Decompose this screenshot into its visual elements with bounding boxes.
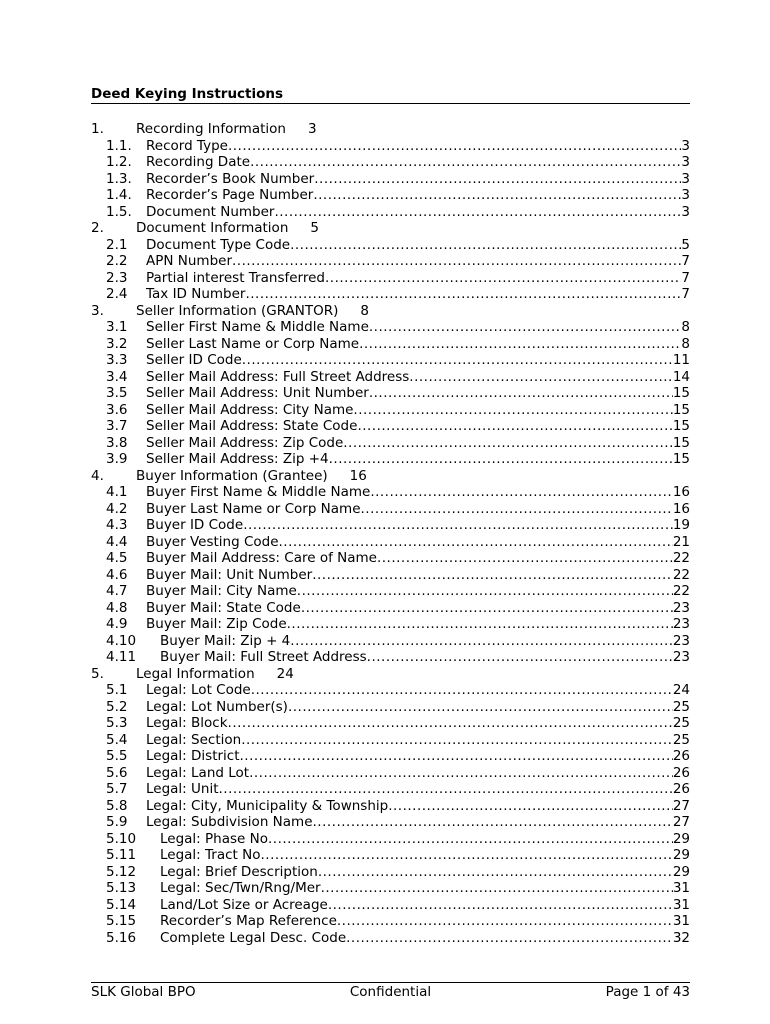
toc-entry-label: Seller ID Code <box>146 352 242 368</box>
toc-entry[interactable] <box>91 369 690 386</box>
toc-entry[interactable] <box>91 649 690 666</box>
toc-dot-leader <box>268 831 673 848</box>
toc-entry-number: 4.9 <box>106 616 128 632</box>
toc-entry-label: Buyer First Name & Middle Name <box>146 484 371 500</box>
toc-entry-number: 4.2 <box>106 500 128 517</box>
toc-entry-page: 23 <box>672 632 690 649</box>
toc-dot-leader <box>343 435 673 452</box>
toc-entry[interactable] <box>91 451 690 468</box>
toc-entry-page: 15 <box>672 434 690 451</box>
toc-entry-page: 3 <box>681 137 690 154</box>
toc-dot-leader <box>337 913 673 930</box>
toc-entry-number: 5.12 <box>106 863 137 880</box>
toc-dot-leader <box>367 649 673 666</box>
toc-dot-leader <box>318 864 673 881</box>
toc-dot-leader <box>321 880 673 897</box>
toc-entry-label: Tax ID Number <box>146 286 246 302</box>
toc-entry-page: 15 <box>672 418 690 434</box>
toc-entry-page: 29 <box>672 863 690 880</box>
toc-dot-leader <box>357 418 672 435</box>
toc-entry-number: 5.7 <box>106 781 128 797</box>
toc-section-number: 5. <box>91 665 104 682</box>
toc-entry-number: 4.11 <box>106 649 137 665</box>
toc-dot-leader <box>274 204 681 221</box>
toc-dot-leader <box>377 550 673 567</box>
toc-entry-page: 22 <box>672 566 690 583</box>
toc-section-label: Document Information <box>136 220 289 236</box>
toc-entry-number: 1.4. <box>106 187 132 203</box>
toc-entry-label: Buyer Vesting Code <box>146 533 279 550</box>
toc-dot-leader <box>251 682 673 699</box>
toc-entry[interactable] <box>91 550 690 567</box>
toc-entry-number: 4.3 <box>106 517 128 533</box>
toc-dot-leader <box>329 451 673 468</box>
toc-dot-leader <box>243 517 673 534</box>
toc-entry-page: 14 <box>672 368 690 385</box>
toc-entry-number: 1.2. <box>106 154 132 170</box>
toc-entry[interactable] <box>91 732 690 749</box>
toc-dot-leader <box>313 187 681 204</box>
toc-entry[interactable] <box>91 633 690 650</box>
toc-entry-page: 7 <box>681 286 690 302</box>
toc-entry-page: 32 <box>672 929 690 946</box>
footer-divider <box>91 982 690 983</box>
toc-entry-label: Seller First Name & Middle Name <box>146 319 369 335</box>
toc-entry[interactable] <box>91 237 690 254</box>
toc-entry[interactable] <box>91 765 690 782</box>
toc-entry-page: 25 <box>672 731 690 748</box>
toc-dot-leader <box>314 171 681 188</box>
toc-entry-number: 2.1 <box>106 236 128 253</box>
toc-entry-label: Buyer Mail: Full Street Address <box>160 649 367 665</box>
toc-entry[interactable] <box>91 204 690 221</box>
toc-entry[interactable] <box>91 814 690 831</box>
toc-section[interactable] <box>91 303 690 320</box>
toc-section-label: Seller Information (GRANTOR) <box>136 302 339 319</box>
toc-entry-number: 3.6 <box>106 401 128 418</box>
toc-dot-leader <box>242 352 673 369</box>
toc-dot-leader <box>249 765 673 782</box>
toc-entry[interactable] <box>91 385 690 402</box>
toc-entry-number: 3.2 <box>106 335 128 352</box>
toc-entry-page: 7 <box>681 253 690 269</box>
toc-entry-number: 1.3. <box>106 170 132 187</box>
title-divider <box>91 103 690 104</box>
toc-entry-number: 3.3 <box>106 352 128 368</box>
toc-entry-number: 3.5 <box>106 385 128 401</box>
toc-dot-leader <box>290 237 681 254</box>
toc-entry-label: Legal: Brief Description <box>160 863 318 880</box>
toc-entry-number: 5.8 <box>106 797 128 814</box>
toc-entry-number: 4.10 <box>106 632 137 649</box>
toc-entry-label: Buyer Mail: City Name <box>146 583 297 599</box>
toc-entry-page: 8 <box>681 335 690 352</box>
toc-entry[interactable] <box>91 567 690 584</box>
toc-entry-number: 5.4 <box>106 731 128 748</box>
toc-dot-leader <box>279 534 673 551</box>
toc-section[interactable] <box>91 121 690 138</box>
toc-entry-page: 5 <box>681 236 690 253</box>
toc-dot-leader <box>287 616 673 633</box>
toc-dot-leader <box>369 319 682 336</box>
toc-dot-leader <box>228 715 673 732</box>
toc-entry-label: Recorder’s Map Reference <box>160 913 337 929</box>
toc-section-label: Legal Information <box>136 665 255 682</box>
toc-entry-page: 16 <box>672 484 690 500</box>
toc-entry[interactable] <box>91 286 690 303</box>
toc-entry-page: 15 <box>672 385 690 401</box>
toc-entry[interactable] <box>91 154 690 171</box>
toc-entry[interactable] <box>91 517 690 534</box>
toc-section[interactable] <box>91 666 690 683</box>
toc-entry-label: Legal: Lot Number(s) <box>146 698 288 715</box>
toc-entry[interactable] <box>91 831 690 848</box>
toc-entry-number: 5.3 <box>106 715 128 731</box>
toc-section-page: 3 <box>307 121 317 137</box>
toc-entry-label: Recorder’s Page Number <box>146 187 314 203</box>
toc-section-label: Recording Information <box>136 121 286 137</box>
toc-entry-page: 26 <box>672 781 690 797</box>
toc-entry-label: Document Number <box>146 203 275 220</box>
toc-entry[interactable] <box>91 699 690 716</box>
toc-entry-page: 22 <box>672 550 690 566</box>
toc-entry-page: 15 <box>672 451 690 467</box>
toc-entry-page: 26 <box>672 764 690 781</box>
toc-entry-label: Buyer Mail: Unit Number <box>146 566 313 583</box>
toc-entry[interactable] <box>91 402 690 419</box>
toc-dot-leader <box>361 501 673 518</box>
toc-entry-number: 4.4 <box>106 533 128 550</box>
toc-entry[interactable] <box>91 435 690 452</box>
toc-section-number: 4. <box>91 467 104 484</box>
toc-entry-number: 4.8 <box>106 599 128 616</box>
toc-dot-leader <box>369 385 673 402</box>
toc-entry-label: Buyer Mail: State Code <box>146 599 301 616</box>
toc-entry-label: Buyer Mail Address: Care of Name <box>146 550 377 566</box>
toc-entry-number: 5.2 <box>106 698 128 715</box>
toc-entry-number: 5.6 <box>106 764 128 781</box>
toc-dot-leader <box>260 847 672 864</box>
toc-entry-page: 31 <box>672 896 690 913</box>
toc-entry-label: Seller Mail Address: State Code <box>146 418 358 434</box>
toc-entry-page: 31 <box>672 880 690 896</box>
toc-dot-leader <box>240 748 673 765</box>
toc-entry[interactable] <box>91 880 690 897</box>
toc-entry-number: 3.4 <box>106 368 128 385</box>
toc-dot-leader <box>241 732 673 749</box>
toc-entry-label: Document Type Code <box>146 236 291 253</box>
toc-entry[interactable] <box>91 930 690 947</box>
toc-entry[interactable] <box>91 897 690 914</box>
toc-entry-number: 4.5 <box>106 550 128 566</box>
toc-entry-number: 5.15 <box>106 913 137 929</box>
toc-entry-page: 27 <box>672 797 690 814</box>
toc-entry[interactable] <box>91 484 690 501</box>
toc-entry-label: Seller Mail Address: City Name <box>146 401 354 418</box>
toc-entry-number: 4.1 <box>106 484 128 500</box>
toc-entry-page: 25 <box>672 698 690 715</box>
toc-section[interactable] <box>91 220 690 237</box>
toc-entry[interactable] <box>91 187 690 204</box>
toc-entry-page: 23 <box>672 616 690 632</box>
toc-dot-leader <box>353 402 672 419</box>
toc-dot-leader <box>228 138 681 155</box>
toc-entry-page: 3 <box>681 203 690 220</box>
toc-entry[interactable] <box>91 534 690 551</box>
toc-entry-label: Legal: Land Lot <box>146 764 250 781</box>
toc-entry-label: Legal: Block <box>146 715 228 731</box>
toc-entry-number: 1.1. <box>106 137 132 154</box>
toc-entry-label: Seller Last Name or Corp Name <box>146 335 360 352</box>
toc-entry-label: Seller Mail Address: Full Street Address <box>146 368 410 385</box>
toc-dot-leader <box>297 583 673 600</box>
toc-section-number: 3. <box>91 302 104 319</box>
toc-entry-label: Legal: City, Municipality & Township <box>146 797 389 814</box>
toc-dot-leader <box>245 286 681 303</box>
toc-dot-leader <box>388 798 673 815</box>
table-of-contents <box>91 121 690 946</box>
footer-confidential: Confidential <box>349 984 432 1000</box>
toc-entry[interactable] <box>91 352 690 369</box>
toc-entry[interactable] <box>91 715 690 732</box>
toc-entry-number: 1.5. <box>106 203 132 220</box>
toc-entry-page: 23 <box>672 599 690 616</box>
toc-section-page: 24 <box>276 665 294 682</box>
toc-entry-page: 29 <box>672 847 690 863</box>
toc-entry-page: 21 <box>672 533 690 550</box>
toc-dot-leader <box>219 781 673 798</box>
toc-entry-number: 2.2 <box>106 253 128 269</box>
page-title: Deed Keying Instructions <box>91 86 284 102</box>
toc-entry-number: 5.9 <box>106 814 128 830</box>
toc-entry-number: 3.8 <box>106 434 128 451</box>
toc-entry-number: 4.7 <box>106 583 128 599</box>
toc-entry-page: 25 <box>672 715 690 731</box>
toc-entry[interactable] <box>91 336 690 353</box>
toc-entry-page: 22 <box>672 583 690 599</box>
toc-entry-number: 5.1 <box>106 682 128 698</box>
toc-entry-page: 16 <box>672 500 690 517</box>
toc-entry-page: 3 <box>681 187 690 203</box>
toc-entry-page: 31 <box>672 913 690 929</box>
toc-dot-leader <box>250 154 681 171</box>
toc-entry-label: Legal: District <box>146 748 240 764</box>
toc-entry-number: 5.10 <box>106 830 137 847</box>
toc-entry[interactable] <box>91 798 690 815</box>
toc-entry-number: 3.1 <box>106 319 128 335</box>
toc-entry-page: 3 <box>681 154 690 170</box>
toc-entry[interactable] <box>91 600 690 617</box>
toc-entry-number: 2.3 <box>106 269 128 286</box>
toc-section-page: 16 <box>349 467 367 484</box>
toc-entry-page: 8 <box>681 319 690 335</box>
toc-entry-page: 23 <box>672 649 690 665</box>
toc-entry-label: Buyer Last Name or Corp Name <box>146 500 361 517</box>
toc-entry[interactable] <box>91 171 690 188</box>
toc-entry-page: 15 <box>672 401 690 418</box>
toc-entry[interactable] <box>91 748 690 765</box>
toc-dot-leader <box>409 369 673 386</box>
toc-entry-label: Buyer Mail: Zip Code <box>146 616 287 632</box>
toc-entry-label: Seller Mail Address: Zip Code <box>146 434 344 451</box>
toc-dot-leader <box>313 814 673 831</box>
toc-entry-label: Land/Lot Size or Acreage <box>160 896 328 913</box>
toc-entry-page: 3 <box>681 170 690 187</box>
toc-dot-leader <box>370 484 673 501</box>
toc-entry-number: 5.11 <box>106 847 137 863</box>
toc-dot-leader <box>359 336 681 353</box>
toc-entry-label: Buyer Mail: Zip + 4 <box>160 632 291 649</box>
toc-entry-page: 29 <box>672 830 690 847</box>
toc-entry[interactable] <box>91 682 690 699</box>
toc-section[interactable] <box>91 468 690 485</box>
toc-entry[interactable] <box>91 616 690 633</box>
toc-entry[interactable] <box>91 864 690 881</box>
toc-entry[interactable] <box>91 418 690 435</box>
footer-company: SLK Global BPO <box>91 984 196 1000</box>
toc-entry-label: APN Number <box>146 253 232 269</box>
toc-entry[interactable] <box>91 253 690 270</box>
toc-entry-label: Legal: Subdivision Name <box>146 814 313 830</box>
toc-dot-leader <box>301 600 673 617</box>
toc-dot-leader <box>346 930 673 947</box>
toc-dot-leader <box>328 897 673 914</box>
toc-entry-page: 27 <box>672 814 690 830</box>
toc-entry-number: 5.16 <box>106 929 137 946</box>
toc-dot-leader <box>232 253 681 270</box>
toc-entry-number: 3.7 <box>106 418 128 434</box>
toc-entry-label: Complete Legal Desc. Code <box>160 929 347 946</box>
toc-entry[interactable] <box>91 270 690 287</box>
toc-entry[interactable] <box>91 138 690 155</box>
toc-entry-page: 19 <box>672 517 690 533</box>
toc-entry-label: Legal: Sec/Twn/Rng/Mer <box>160 880 321 896</box>
toc-section-page: 8 <box>360 302 369 319</box>
toc-entry[interactable] <box>91 583 690 600</box>
footer-page-number: Page 1 of 43 <box>605 984 690 1000</box>
toc-entry-number: 2.4 <box>106 286 128 302</box>
toc-entry[interactable] <box>91 781 690 798</box>
toc-entry-label: Legal: Tract No <box>160 847 261 863</box>
toc-entry-label: Seller Mail Address: Unit Number <box>146 385 369 401</box>
toc-dot-leader <box>312 567 673 584</box>
toc-entry-page: 24 <box>672 682 690 698</box>
toc-dot-leader <box>290 633 673 650</box>
toc-entry-label: Legal: Section <box>146 731 242 748</box>
toc-section-label: Buyer Information (Grantee) <box>136 467 328 484</box>
toc-section-number: 1. <box>91 121 104 137</box>
toc-entry[interactable] <box>91 501 690 518</box>
toc-entry-number: 5.14 <box>106 896 137 913</box>
toc-entry-page: 11 <box>672 352 690 368</box>
toc-entry-page: 26 <box>672 748 690 764</box>
toc-entry-number: 3.9 <box>106 451 128 467</box>
toc-section-page: 5 <box>310 220 319 236</box>
toc-dot-leader <box>325 270 681 287</box>
toc-entry-number: 4.6 <box>106 566 128 583</box>
toc-entry-number: 5.13 <box>106 880 137 896</box>
toc-entry-label: Seller Mail Address: Zip +4 <box>146 451 329 467</box>
toc-entry-label: Buyer ID Code <box>146 517 244 533</box>
page-footer <box>91 984 690 1002</box>
toc-entry-label: Recording Date <box>146 154 251 170</box>
toc-entry[interactable] <box>91 913 690 930</box>
toc-entry-label: Partial interest Transferred <box>146 269 325 286</box>
toc-entry-page: 7 <box>681 269 690 286</box>
toc-entry-label: Legal: Unit <box>146 781 219 797</box>
toc-entry-label: Record Type <box>146 137 228 154</box>
toc-entry-label: Recorder’s Book Number <box>146 170 315 187</box>
toc-entry-number: 5.5 <box>106 748 128 764</box>
toc-dot-leader <box>288 699 673 716</box>
toc-entry[interactable] <box>91 319 690 336</box>
toc-entry[interactable] <box>91 847 690 864</box>
toc-section-number: 2. <box>91 220 104 236</box>
toc-entry-label: Legal: Phase No <box>160 830 268 847</box>
toc-entry-label: Legal: Lot Code <box>146 682 251 698</box>
